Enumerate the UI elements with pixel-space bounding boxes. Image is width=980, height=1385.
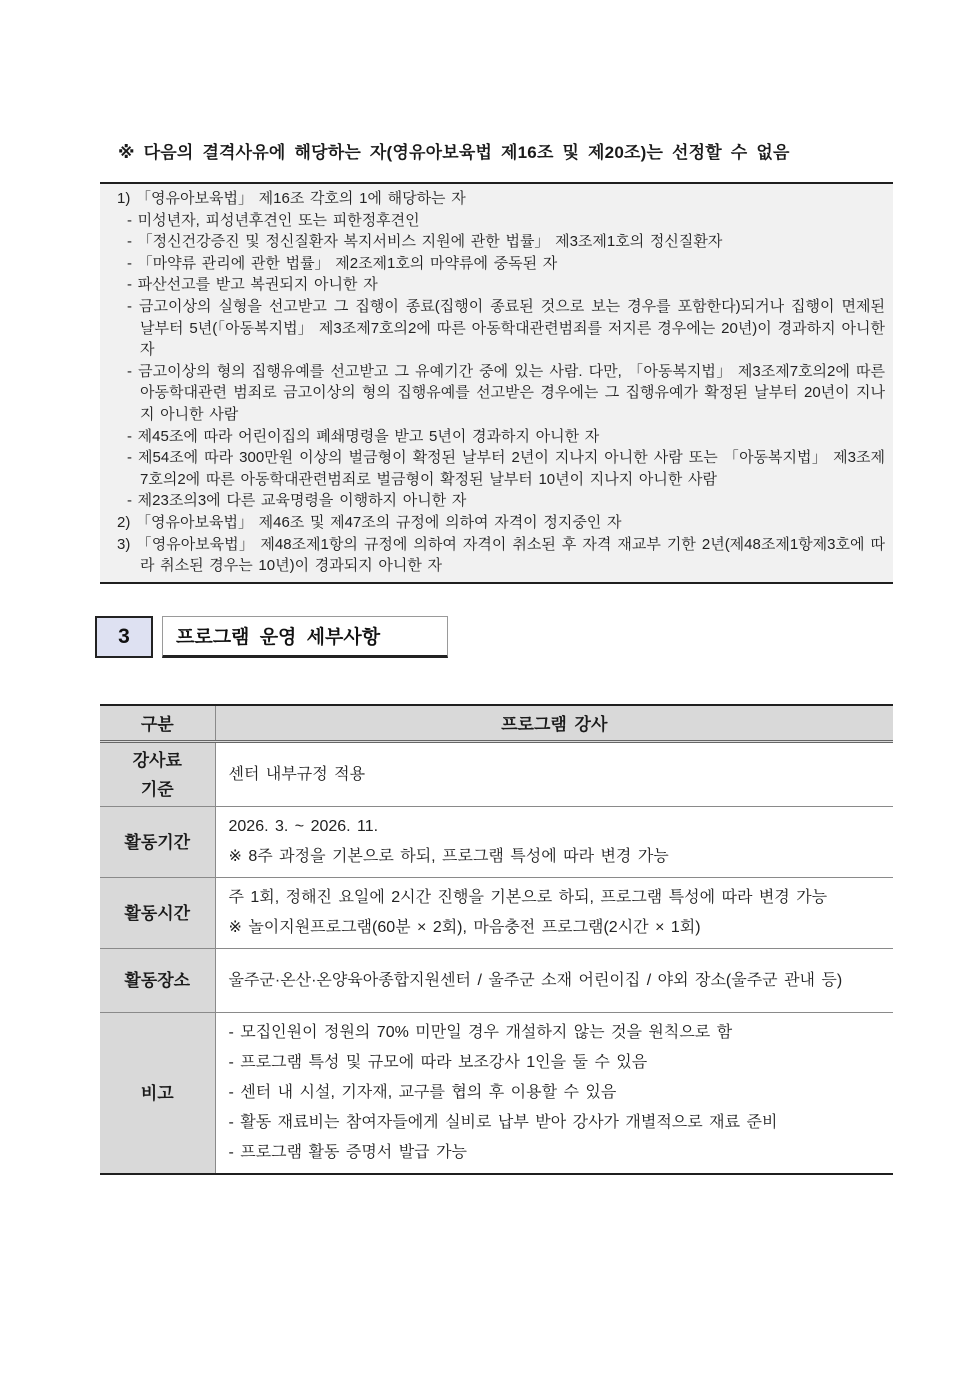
table-row-activity-period xyxy=(100,807,893,878)
row-label: 활동기간 xyxy=(100,807,215,878)
list-item: 1) 「영유아보육법」 제16조 각호의 1에 해당하는 자 xyxy=(117,190,466,207)
content-line: 주 1회, 정해진 요일에 2시간 진행을 기본으로 하되, 프로그램 특성에 따라 변경 가능 xyxy=(228,889,828,907)
list-item: - 파산선고를 받고 복권되지 아니한 자 xyxy=(127,276,378,294)
disqualification-box xyxy=(100,182,893,584)
disqualification-note: ※ 다음의 결격사유에 해당하는 자(영유아보육법 제16조 및 제20조)는 선정할 수 없음 xyxy=(118,143,790,162)
row-content xyxy=(215,878,893,949)
row-label: 활동시간 xyxy=(100,878,215,949)
table-header-value: 프로그램 강사 xyxy=(215,705,893,742)
list-item: 2) 「영유아보육법」 제46조 및 제47조의 규정에 의하여 자격이 정지중인 자 xyxy=(117,513,622,531)
row-label: 비고 xyxy=(100,1013,215,1175)
table-row-activity-place xyxy=(100,949,893,1013)
row-label-line: 기준 xyxy=(140,779,174,799)
content-line: ※ 놀이지원프로그램(60분 × 2회), 마음충전 프로그램(2시간 × 1회) xyxy=(228,919,701,937)
section-number-badge: 3 xyxy=(95,616,153,658)
row-content xyxy=(215,742,893,807)
list-item: - 금고이상의 형의 집행유예를 선고받고 그 유예기간 중에 있는 사람. 다만, 「아동복지법」 제3조제7호의2에 따른 아동학대관련 범죄로 금고이상의 형의 집행유예를 선고받은 경우에는 그 집행유예가 확정된 날부터 20년이 지나지 아니한 사람 xyxy=(127,362,885,423)
list-item: 3) 「영유아보육법」 제48조제1항의 규정에 의하여 자격이 취소된 후 자격 재교부 기한 2년(제48조제1항제3호에 따라 취소된 경우는 10년)이 경과되지 아니한 자 xyxy=(117,535,885,575)
row-content xyxy=(215,1013,893,1175)
row-label-line: 강사료 xyxy=(132,750,182,770)
section-title: 프로그램 운영 세부사항 xyxy=(162,616,448,658)
table-header-category: 구분 xyxy=(100,705,215,742)
content-line: 센터 내부규정 적용 xyxy=(228,765,366,783)
table-row-fee-standard xyxy=(100,742,893,807)
content-line: 2026. 3. ~ 2026. 11. xyxy=(228,818,379,836)
section-header xyxy=(95,616,893,658)
content-line: - 프로그램 특성 및 규모에 따라 보조강사 1인을 둘 수 있음 xyxy=(228,1054,648,1072)
program-table xyxy=(100,704,893,1176)
list-item: - 「정신건강증진 및 정신질환자 복지서비스 지원에 관한 법률」 제3조제1호의 정신질환자 xyxy=(127,233,723,251)
row-content xyxy=(215,807,893,878)
content-line: 울주군·온산·온양육아종합지원센터 / 울주군 소재 어린이집 / 야외 장소(울주군 관내 등) xyxy=(228,971,843,989)
list-item: - 제45조에 따라 어린이집의 폐쇄명령을 받고 5년이 경과하지 아니한 자 xyxy=(127,427,600,445)
list-item: - 「마약류 관리에 관한 법률」 제2조제1호의 마약류에 중독된 자 xyxy=(127,254,558,272)
content-line: ※ 8주 과정을 기본으로 하되, 프로그램 특성에 따라 변경 가능 xyxy=(228,848,669,866)
list-item: - 제54조에 따라 300만원 이상의 벌금형이 확정된 날부터 2년이 지나지 아니한 사람 또는 「아동복지법」 제3조제7호의2에 따른 아동학대관련범죄로 벌금형이 확정된 날부터 10년이 지나지 아니한 사람 xyxy=(127,449,885,488)
row-label: 활동장소 xyxy=(100,949,215,1013)
table-row-remarks xyxy=(100,1013,893,1175)
table-row-activity-time xyxy=(100,878,893,949)
content-line: - 활동 재료비는 참여자들에게 실비로 납부 받아 강사가 개별적으로 재료 준비 xyxy=(228,1114,778,1132)
content-line: - 모집인원이 정원의 70% 미만일 경우 개설하지 않는 것을 원칙으로 함 xyxy=(228,1024,733,1042)
list-item: - 금고이상의 실형을 선고받고 그 집행이 종료(집행이 종료된 것으로 보는 경우를 포함한다)되거나 집행이 면제된 날부터 5년(「아동복지법」 제3조제7호의2에 따른 아동학대관련범죄를 저지른 경우에는 20년)이 경과하지 아니한 자 xyxy=(127,297,885,359)
row-label xyxy=(100,742,215,807)
row-content xyxy=(215,949,893,1013)
content-line: - 프로그램 활동 증명서 발급 가능 xyxy=(228,1144,467,1162)
content-line: - 센터 내 시설, 기자재, 교구를 협의 후 이용할 수 있음 xyxy=(228,1084,617,1102)
table-header-row xyxy=(100,705,893,742)
list-item: - 제23조의3에 다른 교육명령을 이행하지 아니한 자 xyxy=(127,492,467,510)
list-item: - 미성년자, 피성년후견인 또는 피한정후견인 xyxy=(127,211,420,229)
